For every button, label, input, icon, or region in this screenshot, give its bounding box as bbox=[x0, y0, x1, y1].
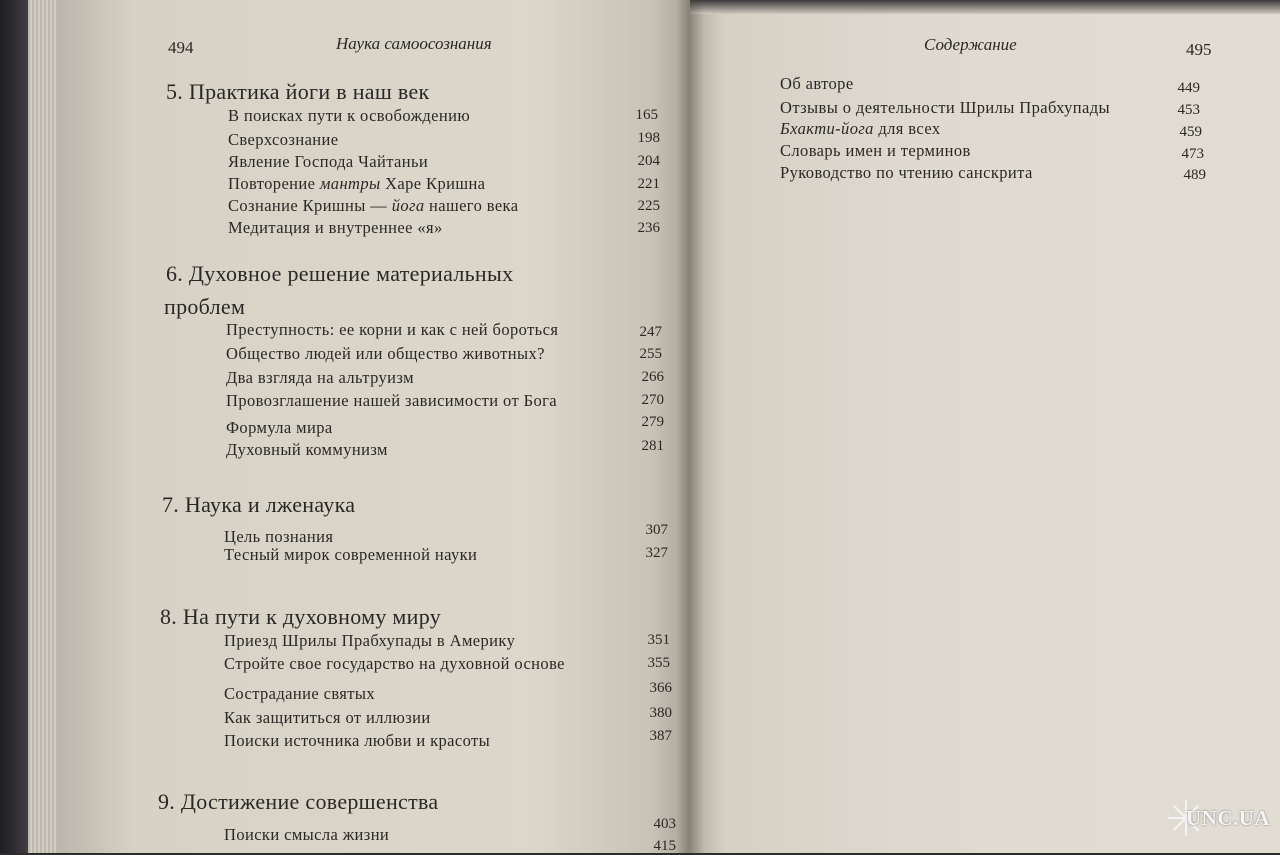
toc-page-number: 221 bbox=[637, 176, 660, 192]
running-head: Содержание bbox=[924, 35, 1017, 54]
toc-entry: Поиски смысла жизни bbox=[224, 825, 390, 844]
toc-entry: Об авторе bbox=[780, 74, 854, 93]
toc-entry: Повторение мантры Харе Кришна bbox=[228, 174, 486, 193]
toc-page-number: 307 bbox=[645, 522, 668, 538]
page-number: 494 bbox=[168, 38, 194, 57]
toc-page-number: 489 bbox=[1183, 167, 1206, 183]
chapter-title: 7. Наука и лженаука bbox=[162, 492, 356, 517]
toc-page-number: 403 bbox=[653, 816, 676, 832]
book-gutter bbox=[676, 0, 704, 853]
toc-entry: Отзывы о деятельности Шрилы Прабхупады bbox=[780, 98, 1111, 117]
watermark-text: UNC.UA bbox=[1186, 806, 1271, 830]
chapter-title: 8. На пути к духовному миру bbox=[160, 604, 442, 629]
toc-entry: Провозглашение нашей зависимости от Бога bbox=[226, 391, 558, 410]
toc-page-number: 236 bbox=[637, 220, 660, 236]
toc-page-number: 266 bbox=[641, 369, 664, 385]
toc-entry: Сострадание святых bbox=[224, 684, 376, 703]
chapter-title: 9. Достижение совершенства bbox=[158, 789, 439, 814]
toc-page-number: 204 bbox=[637, 153, 660, 169]
toc-entry: Преступность: ее корни и как с ней бороться bbox=[226, 320, 559, 339]
toc-page-number: 453 bbox=[1177, 102, 1200, 118]
toc-entry: Духовный коммунизм bbox=[226, 440, 388, 459]
toc-page-number: 165 bbox=[635, 107, 658, 123]
chapter-title: 5. Практика йоги в наш век bbox=[166, 79, 430, 104]
background-shadow bbox=[690, 0, 1280, 14]
toc-entry: Медитация и внутреннее «я» bbox=[228, 218, 443, 237]
right-page bbox=[690, 0, 1280, 853]
toc-entry: Общество людей или общество животных? bbox=[226, 344, 545, 363]
toc-page-number: 449 bbox=[1177, 80, 1200, 96]
toc-page-number: 198 bbox=[637, 130, 660, 146]
toc-entry: Явление Господа Чайтаньи bbox=[228, 152, 429, 171]
toc-page-number: 225 bbox=[637, 198, 660, 214]
chapter-title-continued: проблем bbox=[164, 294, 246, 319]
toc-page-number: 327 bbox=[645, 545, 668, 561]
toc-page-number: 281 bbox=[641, 438, 664, 454]
toc-entry: Два взгляда на альтруизм bbox=[226, 368, 414, 387]
toc-page-number: 270 bbox=[641, 392, 664, 408]
toc-entry: Стройте свое государство на духовной основе bbox=[224, 654, 565, 673]
page-number: 495 bbox=[1186, 40, 1212, 59]
toc-entry: Формула мира bbox=[226, 418, 333, 437]
toc-page-number: 415 bbox=[653, 838, 676, 854]
running-head: Наука самоосознания bbox=[336, 34, 492, 53]
toc-entry: Сознание Кришны — йога нашего века bbox=[228, 196, 519, 215]
toc-entry: Поиски источника любви и красоты bbox=[224, 731, 491, 750]
toc-entry: Бхакти-йога для всех bbox=[780, 119, 941, 138]
toc-entry: Приезд Шрилы Прабхупады в Америку bbox=[224, 631, 516, 650]
toc-page-number: 473 bbox=[1181, 146, 1204, 162]
toc-entry: В поисках пути к освобождению bbox=[228, 106, 471, 125]
page-stack-edge bbox=[28, 0, 62, 853]
toc-entry: Тесный мирок современной науки bbox=[224, 545, 478, 564]
toc-page-number: 380 bbox=[649, 705, 672, 721]
toc-page-number: 351 bbox=[647, 632, 670, 648]
toc-entry: Словарь имен и терминов bbox=[780, 141, 971, 160]
toc-entry: Как защититься от иллюзии bbox=[224, 708, 431, 727]
toc-page-number: 387 bbox=[649, 728, 672, 744]
chapter-title: 6. Духовное решение материальных bbox=[166, 261, 514, 286]
toc-page-number: 279 bbox=[641, 414, 664, 430]
toc-page-number: 459 bbox=[1179, 124, 1202, 140]
toc-page-number: 247 bbox=[639, 324, 662, 340]
toc-page-number: 366 bbox=[649, 680, 672, 696]
toc-entry: Сверхсознание bbox=[228, 130, 339, 149]
toc-page-number: 355 bbox=[647, 655, 670, 671]
toc-entry: Руководство по чтению санскрита bbox=[780, 163, 1033, 182]
toc-entry: Цель познания bbox=[224, 527, 334, 546]
left-page bbox=[58, 0, 690, 853]
toc-page-number: 255 bbox=[639, 346, 662, 362]
